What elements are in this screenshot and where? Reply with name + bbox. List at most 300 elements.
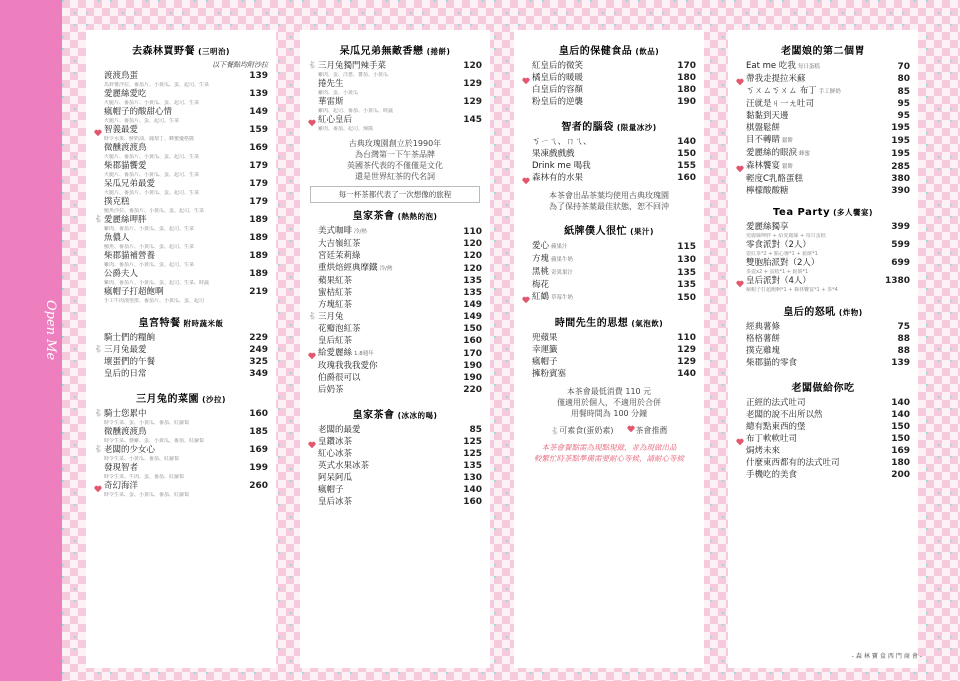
- menu-item: [308, 472, 482, 484]
- menu-item-name: [532, 136, 592, 148]
- menu-item-name-text: 黏黏到天邊: [746, 111, 789, 121]
- menu-item-tag: 冷/熱: [379, 266, 393, 272]
- menu-item-description: 茶壺x2 + 蛋糕*1 + 鬆餅*1: [746, 269, 809, 275]
- menu-item-name: [532, 96, 583, 108]
- menu-item-row: [746, 421, 910, 433]
- menu-item-name-text: 目不轉睛: [746, 135, 781, 145]
- menu-item: [94, 444, 268, 462]
- menu-item-name-text: 阿呆阿瓜: [318, 473, 353, 483]
- menu-item-name-text: 皇后派對（4人）: [746, 276, 811, 286]
- menu-item-name: [104, 286, 164, 298]
- section-title: [308, 406, 482, 421]
- menu-item-price: 139: [249, 89, 268, 99]
- section-title: [308, 42, 482, 57]
- section-title-text: 皇宮特餐: [138, 318, 181, 329]
- menu-item-price: 399: [891, 222, 910, 232]
- menu-item-row: [532, 160, 696, 172]
- minimum-note-line: 本茶會最低消費 110 元: [566, 387, 652, 396]
- menu-item-name-text: 愛麗絲愛吃: [104, 89, 147, 99]
- section-note: 以下餐點均附沙拉: [212, 61, 268, 69]
- menu-item-name-text: 皇后的日常: [104, 369, 147, 379]
- menu-item-name-text: 帶我走提拉米蘇: [746, 74, 806, 84]
- menu-item-name-text: 白皇后的容顏: [532, 85, 584, 95]
- crown-heart-icon: [736, 162, 744, 170]
- menu-item: [94, 480, 268, 498]
- menu-item: [736, 85, 910, 98]
- menu-item: [308, 275, 482, 287]
- menu-item-name: [318, 384, 344, 396]
- menu-item-name: [104, 332, 155, 344]
- menu-item-row: [532, 172, 696, 184]
- menu-item-row: [104, 232, 268, 244]
- menu-item-name-text: 愛麗絲的眼淚: [746, 148, 798, 158]
- rabbit-icon: 🐇: [308, 312, 317, 320]
- crown-heart-icon: [308, 116, 316, 124]
- menu-item-price: 140: [891, 410, 910, 420]
- spacer: [736, 369, 910, 375]
- menu-item: [522, 148, 696, 160]
- menu-item-price: 219: [249, 287, 268, 297]
- menu-item: [522, 344, 696, 356]
- menu-item-price: 699: [891, 258, 910, 268]
- section-title-text: 智者的腦袋: [561, 122, 614, 133]
- menu-item-name-text: 英式水果冰茶: [318, 461, 370, 471]
- menu-item-price: 140: [463, 485, 482, 495]
- menu-item: [308, 311, 482, 323]
- menu-item-name-text: 森林有的水果: [532, 173, 584, 183]
- menu-item-description: 時令水果、鮮奶油、鳳梨丁、蜂蜜優格醬: [104, 136, 195, 142]
- left-spine: [0, 0, 62, 681]
- menu-item-row: [104, 70, 268, 82]
- section-title: [308, 207, 482, 222]
- menu-item-name-text: 紅心冰茶: [318, 449, 353, 459]
- menu-item-name-text: 瘋帽子的酸甜心情: [104, 107, 173, 117]
- crown-heart-icon: [522, 293, 530, 301]
- menu-item-row: [746, 433, 910, 445]
- menu-item-name: [746, 73, 806, 85]
- menu-item-name: [746, 110, 789, 122]
- menu-item-name-text: 渡渡鳥蛋: [104, 71, 139, 81]
- menu-item-row: [318, 360, 482, 372]
- menu-item-row: [532, 291, 696, 304]
- menu-item: [308, 372, 482, 384]
- menu-item-name: [104, 196, 130, 208]
- menu-item-row: [532, 136, 696, 148]
- menu-item-row: [746, 345, 910, 357]
- section-subtitle: (炸物): [838, 308, 863, 317]
- menu-item-name: [318, 287, 352, 299]
- menu-item-name: [318, 323, 361, 335]
- menu-item-name: [104, 160, 147, 172]
- menu-item-price: 159: [249, 125, 268, 135]
- spacer: [522, 108, 696, 114]
- menu-item-row: [318, 78, 482, 90]
- footer-label: -森林寶盒西門商會-: [851, 653, 924, 660]
- menu-item: [308, 299, 482, 311]
- menu-item-name-text: 皇后冰茶: [318, 497, 353, 507]
- menu-item-price: 229: [249, 333, 268, 343]
- menu-item: [736, 122, 910, 134]
- menu-item-price: 80: [897, 74, 910, 84]
- menu-item-name-text: 老闆的最愛: [318, 425, 361, 435]
- menu-item-price: 160: [677, 173, 696, 183]
- menu-item-price: 169: [249, 143, 268, 153]
- menu-item-name: [104, 480, 138, 492]
- menu-item-name: [746, 239, 811, 251]
- menu-item-price: 120: [463, 264, 482, 274]
- menu-item-name: [104, 250, 155, 262]
- menu-item: [308, 424, 482, 436]
- menu-item-price: 145: [463, 115, 482, 125]
- menu-item-name-text: 幸運籤: [532, 345, 558, 355]
- menu-item-name-text: 柴郡貓饗愛: [104, 161, 147, 171]
- legend-vegetarian: 可素食(蛋奶素): [559, 426, 614, 435]
- menu-item-row: [318, 250, 482, 262]
- menu-item-name: [318, 472, 352, 484]
- rabbit-icon: 🐇: [94, 409, 103, 417]
- menu-item-row: [104, 214, 268, 226]
- menu-item: [94, 214, 268, 232]
- section-subtitle: (熱熱的泡): [397, 212, 438, 221]
- menu-item-name-text: 騎士們的糧餉: [104, 333, 156, 343]
- menu-item-row: [318, 472, 482, 484]
- minimum-note-line: 用餐時間為 100 分鐘: [570, 409, 648, 418]
- menu-item: [94, 106, 268, 124]
- menu-item-name: [104, 408, 147, 420]
- menu-item-tag: 1.8週年: [354, 351, 374, 357]
- menu-item-price: 129: [677, 357, 696, 367]
- menu-item-name: [532, 60, 583, 72]
- menu-item-name: [746, 122, 780, 134]
- menu-item-name-text: 蜜桔紅茶: [318, 288, 353, 298]
- menu-item: [308, 323, 482, 335]
- section-subtitle: (捲餅): [426, 47, 451, 56]
- menu-item-name-text: 微醺渡渡鳥: [104, 143, 147, 153]
- menu-item: [736, 409, 910, 421]
- menu-item-name: [104, 178, 155, 190]
- menu-item-name: [318, 299, 352, 311]
- menu-item-name-text: 布丁軟軟吐司: [746, 434, 798, 444]
- menu-item-tag: 草莓牛奶: [551, 295, 574, 301]
- menu-item-tag: 鬆餅: [782, 164, 794, 170]
- menu-item-price: 75: [897, 322, 910, 332]
- menu-item-price: 249: [249, 345, 268, 355]
- menu-column-2: [300, 30, 490, 668]
- menu-item-name: [532, 172, 583, 184]
- menu-item-row: [746, 60, 910, 73]
- menu-item-name-text: 撲克雞塊: [746, 346, 781, 356]
- menu-item-row: [104, 286, 268, 298]
- menu-item-price: 199: [249, 463, 268, 473]
- menu-item-row: [104, 124, 268, 136]
- menu-item-name-text: 方塊紅茶: [318, 300, 353, 310]
- menu-item-description: 時令生菜、牛肉、蛋、番茄、紅蘿蔔: [104, 474, 185, 480]
- menu-item: [736, 160, 910, 173]
- menu-item-name-text: 格格薯餅: [746, 334, 781, 344]
- menu-item-row: [104, 142, 268, 154]
- menu-item-price: 150: [677, 149, 696, 159]
- menu-item-name-text: 愛心: [532, 241, 550, 251]
- menu-item-name: [104, 356, 155, 368]
- menu-item-description: 雞肉、番茄片、小黃瓜、蛋、起司、生菜、時蔬: [104, 280, 210, 286]
- menu-item-row: [532, 96, 696, 108]
- crown-heart-icon: [736, 277, 744, 285]
- menu-item-name-text: 紅心皇后: [318, 115, 353, 125]
- menu-item-price: 189: [249, 269, 268, 279]
- menu-item-row: [746, 73, 910, 85]
- menu-item: [736, 147, 910, 160]
- menu-item-name: [532, 356, 558, 368]
- menu-item-row: [532, 332, 696, 344]
- section-subtitle: 附時蔬米飯: [183, 319, 224, 328]
- menu-item-name: [318, 225, 367, 238]
- menu-item: [94, 196, 268, 214]
- menu-item-row: [104, 88, 268, 100]
- section-title-text: 老闆娘的第二個胃: [781, 46, 865, 57]
- menu-item-name-text: 大吉嶺紅茶: [318, 239, 361, 249]
- spacer: [94, 498, 268, 504]
- menu-item-name-text: 華雷斯: [318, 97, 344, 107]
- intro-line: 還是世界紅茶的代名詞: [355, 172, 435, 181]
- menu-item-price: 135: [677, 280, 696, 290]
- menu-item-name-text: 捲先生: [318, 79, 344, 89]
- menu-item-name-text: 焗烤未來: [746, 446, 781, 456]
- menu-item-name-text: 三月兔: [318, 312, 344, 322]
- menu-item-price: 195: [891, 123, 910, 133]
- legend-recommended: 茶會推薦: [635, 426, 668, 435]
- menu-item: [94, 142, 268, 160]
- menu-item-price: 195: [891, 136, 910, 146]
- menu-item-name: [318, 484, 344, 496]
- menu-item-description: 時令生菜、燻雞、蛋、小黃瓜、番茄、紅蘿蔔: [104, 438, 205, 444]
- menu-item-name-text: 呆瓜兄弟最愛: [104, 179, 156, 189]
- notice-line: 較繁忙時茶點準備需要耐心等候，請耐心等候: [534, 454, 684, 463]
- menu-item-name: [532, 148, 575, 160]
- menu-item-name-text: 紅皇后的微笑: [532, 61, 584, 71]
- menu-item-price: 325: [249, 357, 268, 367]
- section-subtitle: (飲品): [635, 47, 660, 56]
- menu-item-name: [104, 124, 138, 136]
- menu-item: [736, 60, 910, 73]
- menu-item: [308, 360, 482, 372]
- spacer: [736, 293, 910, 299]
- menu-item-row: [532, 368, 696, 380]
- menu-item: [736, 134, 910, 147]
- menu-item-price: 180: [891, 458, 910, 468]
- menu-item-description: 火腿片、番茄片、小黃瓜、蛋、起司、生菜: [104, 190, 200, 196]
- crown-heart-icon: [522, 174, 530, 182]
- menu-item-price: 170: [677, 61, 696, 71]
- menu-item-price: 149: [463, 312, 482, 322]
- menu-item: [308, 96, 482, 114]
- menu-item-price: 135: [463, 276, 482, 286]
- section-subtitle: (三明治): [198, 47, 230, 56]
- menu-item-row: [104, 368, 268, 380]
- menu-column-4: [728, 30, 918, 668]
- menu-item-name-text: 愛麗絲獨享: [746, 222, 789, 232]
- section-title-text: 三月兔的菜園: [136, 394, 200, 405]
- menu-item-name-text: 檸檬酸酸糖: [746, 186, 789, 196]
- menu-item: [94, 178, 268, 196]
- menu-item-name-text: 美式咖啡: [318, 226, 353, 236]
- menu-item-name-text: 經典薯條: [746, 322, 781, 332]
- menu-item: [308, 238, 482, 250]
- section-title: [522, 222, 696, 237]
- menu-item-price: 120: [463, 239, 482, 249]
- menu-item: [522, 266, 696, 279]
- menu-item-name: [318, 114, 352, 126]
- menu-item-name-text: 正經的法式吐司: [746, 398, 806, 408]
- menu-item-name-text: 皇鑽冰茶: [318, 437, 353, 447]
- menu-item-price: 110: [463, 227, 482, 237]
- menu-item-price: 190: [463, 373, 482, 383]
- menu-item-price: 189: [249, 215, 268, 225]
- menu-item-name: [318, 360, 378, 372]
- menu-item-name: [746, 275, 811, 287]
- menu-item-price: 125: [463, 449, 482, 459]
- menu-item: [94, 344, 268, 356]
- menu-item-row: [746, 469, 910, 481]
- menu-item: [94, 88, 268, 106]
- menu-item-price: 179: [249, 161, 268, 171]
- menu-item-row: [104, 356, 268, 368]
- menu-item-name-text: 重烘焙經典摩鐵: [318, 263, 378, 273]
- menu-item-row: [104, 196, 268, 208]
- menu-item-price: 195: [891, 149, 910, 159]
- menu-item: [736, 110, 910, 122]
- menu-item: [522, 172, 696, 184]
- menu-item: [736, 433, 910, 445]
- menu-item-name: [532, 266, 573, 279]
- section-title-text: 老闆做給你吃: [791, 383, 855, 394]
- menu-item-row: [318, 323, 482, 335]
- menu-item-name: [318, 460, 369, 472]
- menu-item-name: [318, 372, 361, 384]
- menu-item: [522, 96, 696, 108]
- menu-item-price: 139: [891, 358, 910, 368]
- menu-item-name-text: 給愛麗絲: [318, 348, 353, 358]
- menu-item-price: 179: [249, 197, 268, 207]
- menu-item: [94, 368, 268, 380]
- menu-item-name-text: Eat me 吃我: [746, 61, 796, 71]
- quote-box: 每一杯茶都代表了一次想像的旅程: [310, 186, 480, 203]
- menu-item-name-text: 智義最愛: [104, 125, 139, 135]
- menu-item-name-text: 輕度C乳酪蛋糕: [746, 174, 803, 184]
- section-title: [94, 42, 268, 57]
- menu-item-price: 179: [249, 179, 268, 189]
- menu-item-row: [318, 311, 482, 323]
- menu-item-row: [318, 372, 482, 384]
- menu-item-row: [318, 287, 482, 299]
- menu-item-price: 129: [463, 97, 482, 107]
- menu-item-price: 185: [249, 427, 268, 437]
- section-title-text: 皇后的怒吼: [783, 307, 836, 318]
- menu-item-name-text: 老闆的少女心: [104, 445, 156, 455]
- menu-item-row: [746, 173, 910, 185]
- menu-item-price: 180: [677, 73, 696, 83]
- menu-item-tag: 鬆餅: [782, 138, 794, 144]
- menu-item-description: 雞肉、蛋、洋蔥、蕃茄、小黃瓜: [318, 72, 389, 78]
- menu-item-price: 150: [463, 324, 482, 334]
- menu-item-price: 169: [891, 446, 910, 456]
- menu-item-name-text: ㄎㄨㄙㄎㄨㄙ 布丁: [746, 86, 817, 96]
- menu-item-name: [104, 426, 147, 438]
- spacer: [94, 304, 268, 310]
- menu-item-price: 70: [897, 62, 910, 72]
- menu-item: [522, 332, 696, 344]
- menu-item: [736, 73, 910, 85]
- menu-item-row: [104, 344, 268, 356]
- menu-item-row: [318, 262, 482, 275]
- menu-item-description: 鮪魚沙拉、番茄片、小黃瓜、蛋、起司、生菜: [104, 208, 205, 214]
- menu-item-price: 135: [463, 288, 482, 298]
- menu-item-row: [532, 84, 696, 96]
- menu-item-name-text: 瘋帽子: [318, 485, 344, 495]
- section-title: [522, 42, 696, 57]
- rabbit-icon: 🐇: [94, 345, 103, 353]
- menu-item: [736, 469, 910, 481]
- menu-item-name: [746, 345, 780, 357]
- section-subtitle: (果汁): [630, 227, 654, 236]
- menu-item: [736, 421, 910, 433]
- menu-item-name: [746, 60, 820, 73]
- menu-item-name: [746, 160, 793, 173]
- menu-item: [308, 335, 482, 347]
- menu-item-price: 95: [897, 111, 910, 121]
- menu-item: [94, 160, 268, 178]
- menu-item-row: [746, 134, 910, 147]
- menu-item-name-text: 方塊: [532, 254, 550, 264]
- menu-item-price: 190: [677, 97, 696, 107]
- menu-item-price: 189: [249, 251, 268, 261]
- menu-item-price: 160: [249, 409, 268, 419]
- menu-item: [308, 287, 482, 299]
- menu-item-name: [746, 257, 819, 269]
- menu-item-name: [104, 368, 147, 380]
- menu-item-price: 85: [469, 425, 482, 435]
- menu-item-price: 129: [677, 345, 696, 355]
- menu-item-price: 135: [677, 268, 696, 278]
- section-title: [94, 314, 268, 329]
- menu-item-row: [318, 384, 482, 396]
- menu-item: [736, 185, 910, 197]
- menu-item-price: 349: [249, 369, 268, 379]
- section-subtitle: (限量冰沙): [616, 123, 657, 132]
- menu-item-name: [532, 72, 583, 84]
- menu-item-tag: 奇異果汁: [551, 270, 574, 276]
- menu-item: [94, 408, 268, 426]
- menu-item-price: 130: [677, 255, 696, 265]
- menu-item-tag: 冷/熱: [354, 229, 367, 235]
- section-title: [94, 390, 268, 405]
- menu-item: [308, 436, 482, 448]
- menu-item-row: [318, 347, 482, 360]
- menu-item-name: [104, 214, 147, 226]
- menu-item-row: [104, 444, 268, 456]
- menu-item-name-text: 花瓣泡紅茶: [318, 324, 361, 334]
- menu-item-price: 120: [463, 251, 482, 261]
- menu-item: [308, 250, 482, 262]
- menu-item-price: 189: [249, 233, 268, 243]
- menu-item-price: 150: [677, 293, 696, 303]
- menu-item: [736, 445, 910, 457]
- section-title: [736, 42, 910, 57]
- menu-item-row: [318, 496, 482, 508]
- section-subtitle: (冰冰的喝): [397, 411, 438, 420]
- section-title: [736, 303, 910, 318]
- rabbit-icon: 🐇: [550, 427, 560, 435]
- menu-item: [736, 345, 910, 357]
